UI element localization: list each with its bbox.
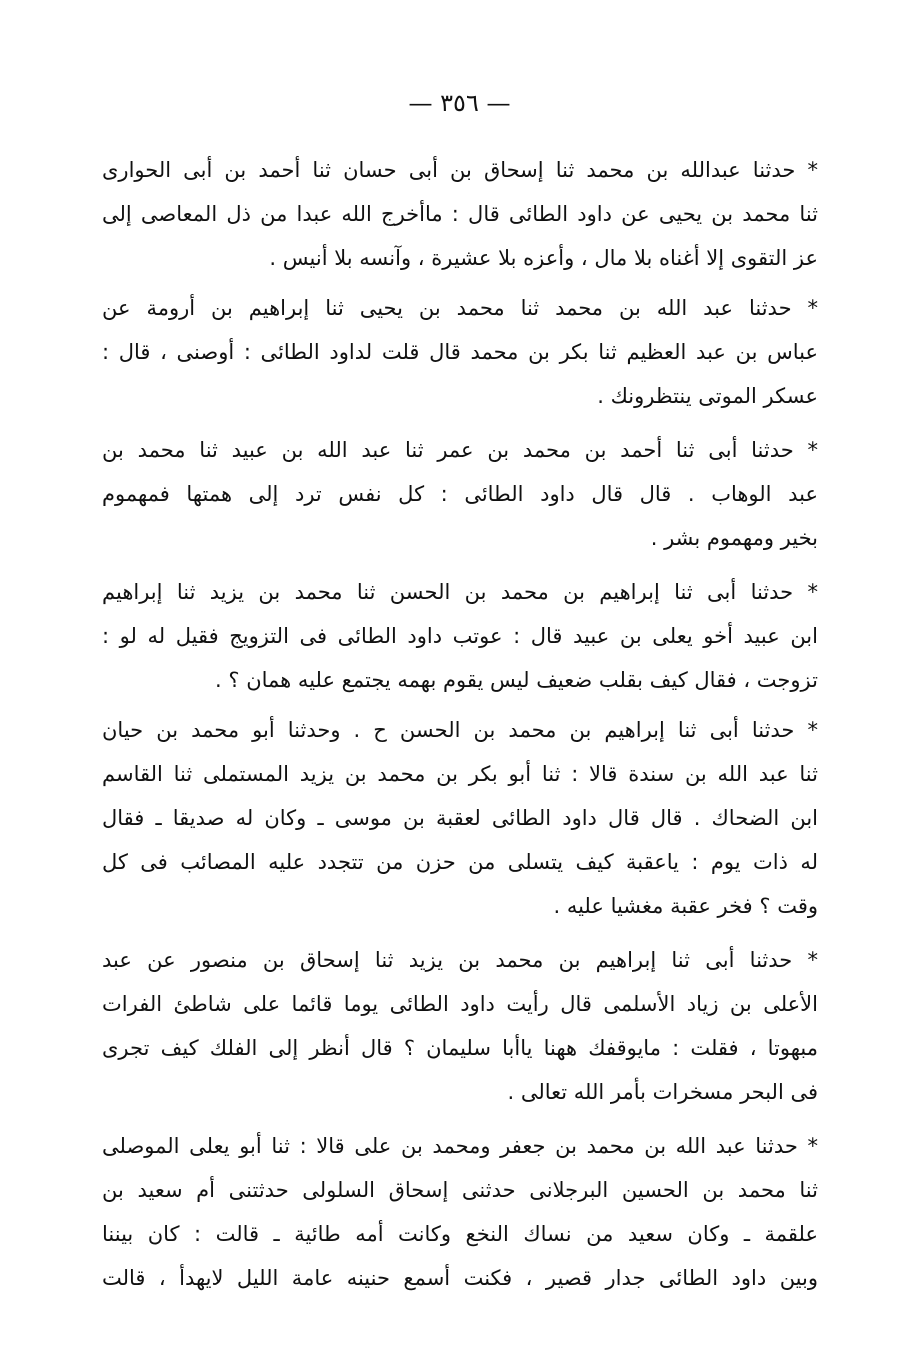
text-line: * حدثنا أبى ثنا أحمد بن محمد بن عمر ثنا عبد الله بن عبيد ثنا محمد بن xyxy=(102,438,818,462)
text-line: ابن الضحاك . قال قال داود الطائى لعقبة بن موسى ـ وكان له صديقا ـ فقال xyxy=(102,806,818,830)
hadith-paragraph-3 xyxy=(102,428,818,560)
text-line: وبين داود الطائى جدار قصير ، فكنت أسمع حنينه عامة الليل لايهدأ ، قالت xyxy=(102,1266,818,1290)
text-line: * حدثنا عبد الله بن محمد ثنا محمد بن يحيى ثنا إبراهيم بن أرومة عن xyxy=(102,296,818,320)
text-line: * حدثنا عبد الله بن محمد بن جعفر ومحمد بن على قالا : ثنا أبو يعلى الموصلى xyxy=(102,1134,818,1158)
hadith-paragraph-4 xyxy=(102,570,818,702)
text-line: ابن عبيد أخو يعلى بن عبيد قال : عوتب داود الطائى فى التزويج فقيل له لو : xyxy=(102,624,818,648)
page-body xyxy=(102,148,818,1300)
text-line: عز التقوى إلا أغناه بلا مال ، وأعزه بلا عشيرة ، وآنسه بلا أنيس . xyxy=(269,246,818,270)
text-line: عسكر الموتى ينتظرونك . xyxy=(597,384,818,408)
page-number: — ٣٥٦ — xyxy=(408,89,511,117)
hadith-paragraph-1 xyxy=(102,148,818,280)
text-line: * حدثنا أبى ثنا إبراهيم بن محمد بن يزيد ثنا إسحاق بن منصور عن عبد xyxy=(102,948,818,972)
text-line: الأعلى بن زياد الأسلمى قال رأيت داود الطائى يوما قائما على شاطئ الفرات xyxy=(102,992,818,1016)
text-line: عبد الوهاب . قال قال داود الطائى : كل نفس ترد إلى همتها فمهموم xyxy=(102,482,818,506)
hadith-paragraph-6 xyxy=(102,938,818,1114)
text-line: وقت ؟ فخر عقبة مغشيا عليه . xyxy=(553,894,818,918)
text-line: عباس بن عبد العظيم ثنا بكر بن محمد قال قلت لداود الطائى : أوصنى ، قال : xyxy=(102,340,818,364)
text-line: * حدثنا أبى ثنا إبراهيم بن محمد بن الحسن ح . وحدثنا أبو محمد بن حيان xyxy=(102,718,818,742)
text-line: ثنا عبد الله بن سندة قالا : ثنا أبو بكر بن محمد بن يزيد المستملى ثنا القاسم xyxy=(102,762,818,786)
text-line: علقمة ـ وكان سعيد من نساك النخع وكانت أمه طائية ـ قالت : كان بيننا xyxy=(102,1222,818,1246)
hadith-paragraph-7 xyxy=(102,1124,818,1300)
text-line: * حدثنا أبى ثنا إبراهيم بن محمد بن الحسن ثنا محمد بن يزيد ثنا إبراهيم xyxy=(102,580,818,604)
hadith-paragraph-2 xyxy=(102,286,818,418)
text-line: له ذات يوم : ياعقبة كيف يتسلى من حزن من تتجدد عليه المصائب فى كل xyxy=(102,850,818,874)
text-line: بخير ومهموم بشر . xyxy=(650,526,818,550)
text-line: مبهوتا ، فقلت : مايوقفك ههنا ياأبا سليمان ؟ قال أنظر إلى الفلك كيف تجرى xyxy=(102,1036,818,1060)
text-line: ثنا محمد بن يحيى عن داود الطائى قال : ماأخرج الله عبدا من ذل المعاصى إلى xyxy=(102,202,818,226)
text-line: ثنا محمد بن الحسين البرجلانى حدثنى إسحاق السلولى حدثتنى أم سعيد بن xyxy=(102,1178,818,1202)
text-line: تزوجت ، فقال كيف بقلب ضعيف ليس يقوم بهمه يجتمع عليه همان ؟ . xyxy=(215,668,818,692)
text-line: فى البحر مسخرات بأمر الله تعالى . xyxy=(507,1080,818,1104)
text-line: * حدثنا عبدالله بن محمد ثنا إسحاق بن أبى حسان ثنا أحمد بن أبى الحوارى xyxy=(102,158,818,182)
hadith-paragraph-5 xyxy=(102,708,818,928)
